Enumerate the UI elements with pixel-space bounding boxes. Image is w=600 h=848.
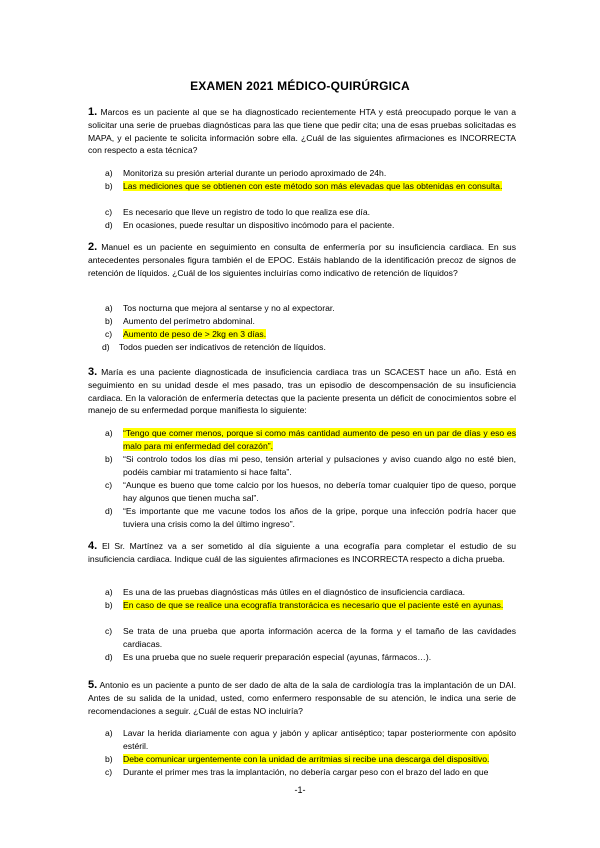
page-number: -1- [294,785,306,795]
option-letter: d) [105,220,113,230]
option-text: Monitoriza su presión arterial durante un periodo aproximado de 24h. [123,168,387,178]
option-letter: a) [105,303,113,313]
option-letter: d) [102,342,110,352]
page-title: EXAMEN 2021 MÉDICO-QUIRÚRGICA [190,79,410,93]
option-text: Tos nocturna que mejora al sentarse y no al expectorar. [123,303,335,313]
option-text-highlighted [123,328,516,341]
question-5 [88,679,516,717]
highlight: En caso de que se realice una ecografía transtorácica es necesario que el paciente esté en ayunas. [123,600,504,610]
option-letter: d) [105,506,113,516]
option-text: Durante el primer mes tras la implantación, no debería cargar peso con el brazo del lado en que [123,767,489,777]
option-letter: c) [105,329,113,339]
highlight: Aumento de peso de > 2kg en 3 días. [123,329,267,339]
question-number: 4. [88,540,98,552]
option-text: Aumento del perímetro abdominal. [123,316,255,326]
question-text: María es una paciente diagnosticada de insuficiencia cardiaca tras un SCACEST hace un año. Está en seguimiento en su unidad desde el mes pasado, tras un episodio de descompensación de su insuficiencia cardiaca. En la valoración de enfermería detectas que la paciente presenta un déficit de conocimientos sobre el manejo de su enfermedad porque manifiesta lo siguiente: [88,367,517,416]
option-letter: b) [105,181,113,191]
question-number: 2. [88,241,98,253]
option-text-highlighted [123,180,516,193]
question-text: Marcos es un paciente al que se ha diagnosticado recientemente HTA y está preocupado porque le van a solicitar una serie de pruebas diagnósticas para las que tiene que pedir cita; una de esas pruebas solicitadas es MAPA, y el paciente te solicita información sobre ella. ¿Cuál de las siguientes afirmaciones es INCORRECTA con respecto a esta técnica? [88,107,517,156]
option-text: Es una de las pruebas diagnósticas más útiles en el diagnóstico de insuficiencia cardiaca. [123,587,466,597]
option-text: Es necesario que lleve un registro de todo lo que realiza ese día. [123,207,370,217]
option-letter: c) [105,207,113,217]
question-number: 5. [88,679,98,691]
question-number: 3. [88,366,98,378]
option-letter: c) [105,626,113,636]
question-text: Manuel es un paciente en seguimiento en consulta de enfermería por su insuficiencia cardiaca. En sus antecedentes personales figura también el de EPOC. Estáis hablando de la identificación precoz de signos de retención de líquidos. ¿Cuál de los siguientes incluirías como indicativo de retención de líquidos? [88,242,516,278]
option-letter: a) [105,428,113,438]
option-text-highlighted [123,753,516,766]
option-text-highlighted [123,599,516,612]
option-letter: b) [105,454,113,464]
option-text: Todos pueden ser indicativos de retención de líquidos. [119,342,326,352]
option-letter: a) [105,168,113,178]
option-letter: a) [105,728,113,738]
option-text: “Si controlo todos los días mi peso, tensión arterial y pulsaciones y aviso cuando algo no esté bien, podéis cambiar mi tratamiento si hace falta”. [123,454,516,477]
option-letter: c) [105,767,113,777]
question-2 [88,241,516,279]
option-text: Es una prueba que no suele requerir preparación especial (ayunas, fármacos…). [123,652,432,662]
option-text: “Es importante que me vacune todos los años de la gripe, porque una infección podría hacer que tuviera una crisis como la del último ingreso”. [123,506,516,529]
option-letter: b) [105,316,113,326]
highlight: “Tengo que comer menos, porque si como más cantidad aumento de peso en un par de días y eso es malo para mi enfermedad del corazón”. [123,428,516,451]
highlight: Debe comunicar urgentemente con la unidad de arritmias si recibe una descarga del dispositivo. [123,754,490,764]
option-text: “Aunque es bueno que tome calcio por los huesos, no debería tomar cualquier tipo de queso, porque hay algunos que tienen mucha sal”. [123,480,516,503]
question-number: 1. [88,106,98,118]
option-letter: d) [105,652,113,662]
highlight: Las mediciones que se obtienen con este método son más elevadas que las obtenidas en consulta. [123,181,503,191]
option-text: Lavar la herida diariamente con agua y jabón y aplicar antiséptico; tapar posteriormente con apósito estéril. [123,728,516,751]
option-letter: a) [105,587,113,597]
question-3 [88,366,516,417]
option-text: Se trata de una prueba que aporta información acerca de la forma y el tamaño de las cavidades cardiacas. [123,626,516,649]
question-1 [88,106,516,157]
question-4 [88,540,516,566]
option-text-highlighted [123,427,516,453]
question-text: Antonio es un paciente a punto de ser dado de alta de la sala de cardiología tras la implantación de un DAI. Antes de su salida de la unidad, usted, como enfermero responsable de su atención, le indica una serie de recomendaciones a seguir. ¿Cuál de estas NO incluiría? [88,680,517,716]
option-letter: b) [105,754,113,764]
question-text: El Sr. Martínez va a ser sometido al día siguiente a una ecografía para completar el estudio de su insuficiencia cardiaca. Indique cuál de las siguientes afirmaciones es INCORRECTA respecto a dicha prueba. [88,541,517,564]
option-letter: c) [105,480,113,490]
option-letter: b) [105,600,113,610]
option-text: En ocasiones, puede resultar un dispositivo incómodo para el paciente. [123,220,395,230]
